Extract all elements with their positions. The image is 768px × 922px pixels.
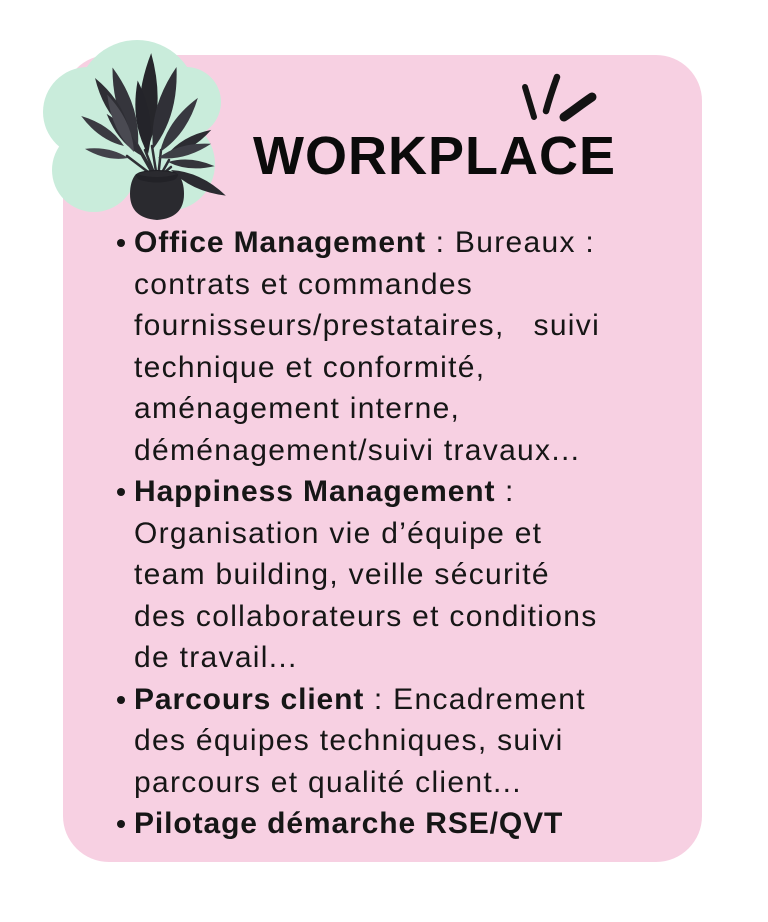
list-item-line <box>134 305 702 347</box>
bullet-dot <box>117 239 125 247</box>
list-item-text: parcours et qualité client... <box>134 765 522 799</box>
list-item-line <box>134 720 702 762</box>
list-item-text-bold: Pilotage démarche RSE/QVT <box>134 807 564 840</box>
list-item-line <box>134 762 702 804</box>
list-item-text: des collaborateurs et conditions <box>134 599 598 633</box>
list-item-text: fournisseurs/prestataires, suivi <box>134 309 601 342</box>
list-item-text: de travail... <box>134 641 298 674</box>
list-item-office-management <box>63 222 702 471</box>
list-item-line <box>134 554 702 596</box>
list-item-line <box>134 430 702 472</box>
list-item-line <box>134 679 702 721</box>
list-item-parcours-client <box>63 679 702 804</box>
bullet-dot <box>117 696 125 704</box>
list-item-line <box>134 347 702 389</box>
list-item-text: déménagement/suivi travaux... <box>134 433 581 467</box>
page-title: WORKPLACE <box>253 126 616 186</box>
sparkle-lines-icon <box>505 65 605 127</box>
list-item-line <box>134 637 702 679</box>
list-item-text: contrats et commandes <box>134 267 474 301</box>
list-item-line <box>134 471 702 513</box>
list-item-line <box>134 264 702 306</box>
list-item-text-bold: Office Management <box>134 226 427 259</box>
list-item-line <box>134 513 702 555</box>
list-item-line <box>134 388 702 430</box>
list-item-text: Organisation vie d’équipe et <box>134 516 543 550</box>
bullet-dot <box>117 820 125 828</box>
list-item-text: : Encadrement <box>364 682 586 716</box>
list-item-text: des équipes techniques, suivi <box>134 724 564 757</box>
list-item-text: team building, veille sécurité <box>134 558 550 591</box>
list-item-text: technique et conformité, <box>134 350 486 384</box>
list-item-text: : <box>495 475 515 508</box>
plant-pot <box>130 170 184 220</box>
responsibilities-list <box>63 222 702 845</box>
list-item-pilotage-rse <box>63 803 702 845</box>
list-item-text-bold: Happiness Management <box>134 475 496 508</box>
list-item-text: : Bureaux : <box>426 226 596 259</box>
list-item-happiness-management <box>63 471 702 679</box>
list-item-text-bold: Parcours client <box>134 682 365 716</box>
list-item-line <box>134 803 702 845</box>
bullet-dot <box>117 488 125 496</box>
plant-decoration <box>38 34 228 229</box>
list-item-line <box>134 596 702 638</box>
list-item-text: aménagement interne, <box>134 392 461 425</box>
